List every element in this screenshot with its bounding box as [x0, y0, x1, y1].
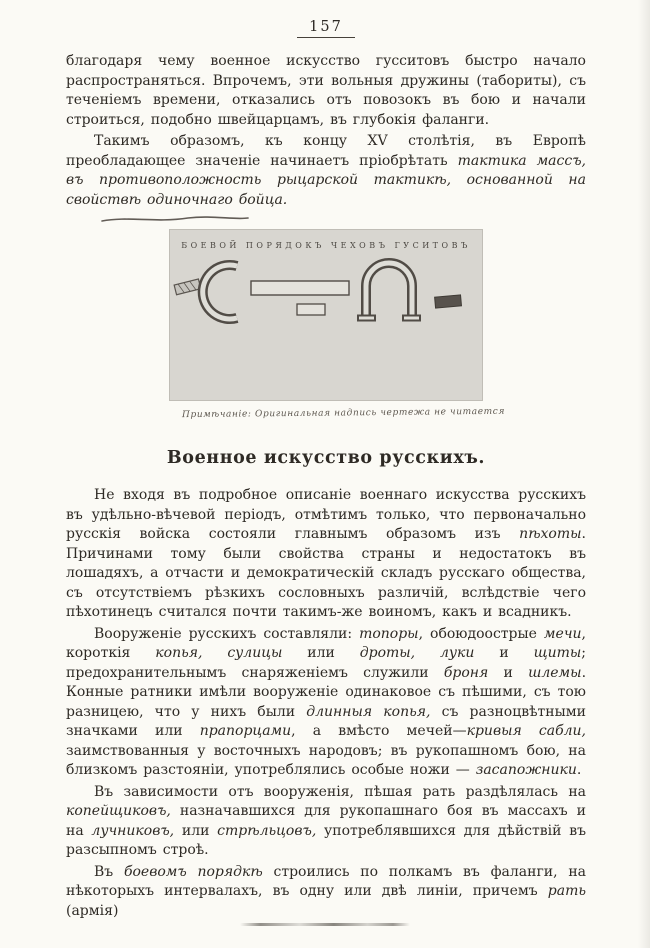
hatched-rect-shape — [174, 279, 201, 295]
bar-formation-shape — [251, 281, 349, 295]
pen-stroke-mark — [100, 209, 586, 219]
text-run: и — [474, 645, 534, 661]
battle-order-figure — [169, 229, 483, 401]
battle-order-diagram — [169, 254, 483, 384]
text-run: ; предохранительнымъ снаряженіемъ служили — [66, 645, 586, 681]
italic-text-run: копья, сулицы — [155, 645, 283, 661]
text-run: заимствованныя у восточныхъ народовъ; въ рукопашномъ бою, на близкомъ разстояніи, употреблялись особые ножи — — [66, 742, 586, 778]
small-rect-formation-shape — [297, 304, 325, 315]
text-run: или — [174, 822, 218, 839]
text-run: (армія) — [66, 902, 119, 919]
italic-text-run: шлемы — [528, 664, 582, 681]
italic-text-run: тактика массъ, въ противоположность рыцарской тактикѣ, основанной на свойствѣ одиночнаго бойца. — [66, 152, 586, 208]
text-run: и — [488, 664, 529, 681]
italic-text-run: топоры — [359, 625, 419, 642]
paragraph — [66, 52, 586, 130]
italic-text-run: рать — [547, 883, 586, 899]
text-run: Не входя въ подробное описаніе военнаго искусства русскихъ въ удѣльно-вѣчевой періодъ, отмѣтимъ только, что первоначально русскія войска состояли главнымъ образомъ изъ — [66, 487, 586, 542]
paragraph — [66, 132, 586, 210]
text-run: благодаря чему военное искусство гусситовъ быстро начало распространяться. Впрочемъ, эти вольныя дружины (табориты), съ теченіемъ времени, отказались отъ повозокъ въ бою и начали строиться, подобно швейцарцамъ, въ глубокія фаланги. — [66, 53, 586, 128]
text-run: назначавшихся для рукопашнаго боя въ массахъ и на — [66, 803, 586, 839]
page-number: 157 — [297, 19, 355, 38]
paragraph — [66, 486, 586, 623]
pen-stroke-icon — [100, 214, 250, 224]
italic-text-run: боевомъ порядкѣ — [123, 863, 263, 880]
italic-text-run: копейщиковъ, — [66, 803, 171, 819]
italic-text-run: длинныя копья, — [306, 703, 431, 720]
text-run: съ разноцвѣтными значками или — [66, 703, 586, 739]
text-run: Въ зависимости отъ вооруженія, пѣшая рать раздѣлялась на — [94, 783, 586, 800]
text-run: строились по полкамъ въ фаланги, на нѣкоторыхъ интервалахъ, въ одну или двѣ линіи, причемъ — [66, 863, 586, 899]
italic-text-run: пѣхоты — [519, 526, 582, 542]
italic-text-run: стрѣльцовъ, — [217, 822, 317, 839]
italic-text-run: мечи — [543, 625, 582, 642]
text-run: . Конные ратники имѣли вооруженіе одинаковое съ пѣшими, съ тою разницею, что у нихъ были — [66, 664, 587, 720]
crescent-formation-shape — [203, 265, 237, 319]
omega-formation-shape — [357, 263, 421, 318]
italic-text-run: броня — [443, 664, 489, 681]
figure-handwritten-note: Примѣчаніе: Оригинальная надпись чертежа не читается — [181, 406, 506, 421]
text-run: Вооруженіе русскихъ составляли: — [94, 625, 360, 642]
text-run: или — [282, 645, 360, 661]
text-run: , обоюдоострые — [418, 625, 544, 642]
text-run: Въ — [94, 863, 124, 880]
text-run: . — [576, 762, 582, 778]
scan-artifact — [240, 923, 410, 926]
figure-caption: БОЕВОЙ ПОРЯДОКЪ ЧЕХОВЪ ГУСИТОВЪ — [181, 241, 471, 250]
paragraph — [66, 863, 586, 922]
dark-rect-formation-shape — [435, 295, 462, 308]
italic-text-run: кривыя сабли, — [466, 723, 586, 739]
section-heading: Военное искусство русскихъ. — [166, 448, 486, 468]
text-run: Такимъ образомъ, къ концу XV столѣтія, въ Европѣ преобладающее значеніе начинаетъ пріобрѣтать — [66, 133, 586, 169]
italic-text-run: дроты, луки — [359, 645, 475, 661]
italic-text-run: прапорцами — [199, 723, 292, 739]
text-run: употреблявшихся для дѣйствій въ разсыпномъ строѣ. — [66, 822, 586, 858]
text-run: . Причинами тому были свойства страны и недостатокъ въ лошадяхъ, а отчасти и демократическій складъ русскаго общества, съ отсутствіемъ рѣзкихъ сословныхъ различій, вслѣдствіе чего пѣхотинецъ считался почти такимъ-же воиномъ, какъ и всадникъ. — [66, 526, 586, 620]
figure — [66, 229, 586, 421]
paragraph — [66, 625, 586, 781]
italic-text-run: лучниковъ, — [91, 822, 175, 839]
page-header — [66, 16, 586, 38]
italic-text-run: щиты — [533, 645, 582, 661]
italic-text-run: засапожники — [475, 762, 577, 778]
paragraph — [66, 783, 586, 861]
text-run: , короткія — [66, 625, 586, 661]
text-run: , а вмѣсто мечей— — [291, 723, 467, 739]
